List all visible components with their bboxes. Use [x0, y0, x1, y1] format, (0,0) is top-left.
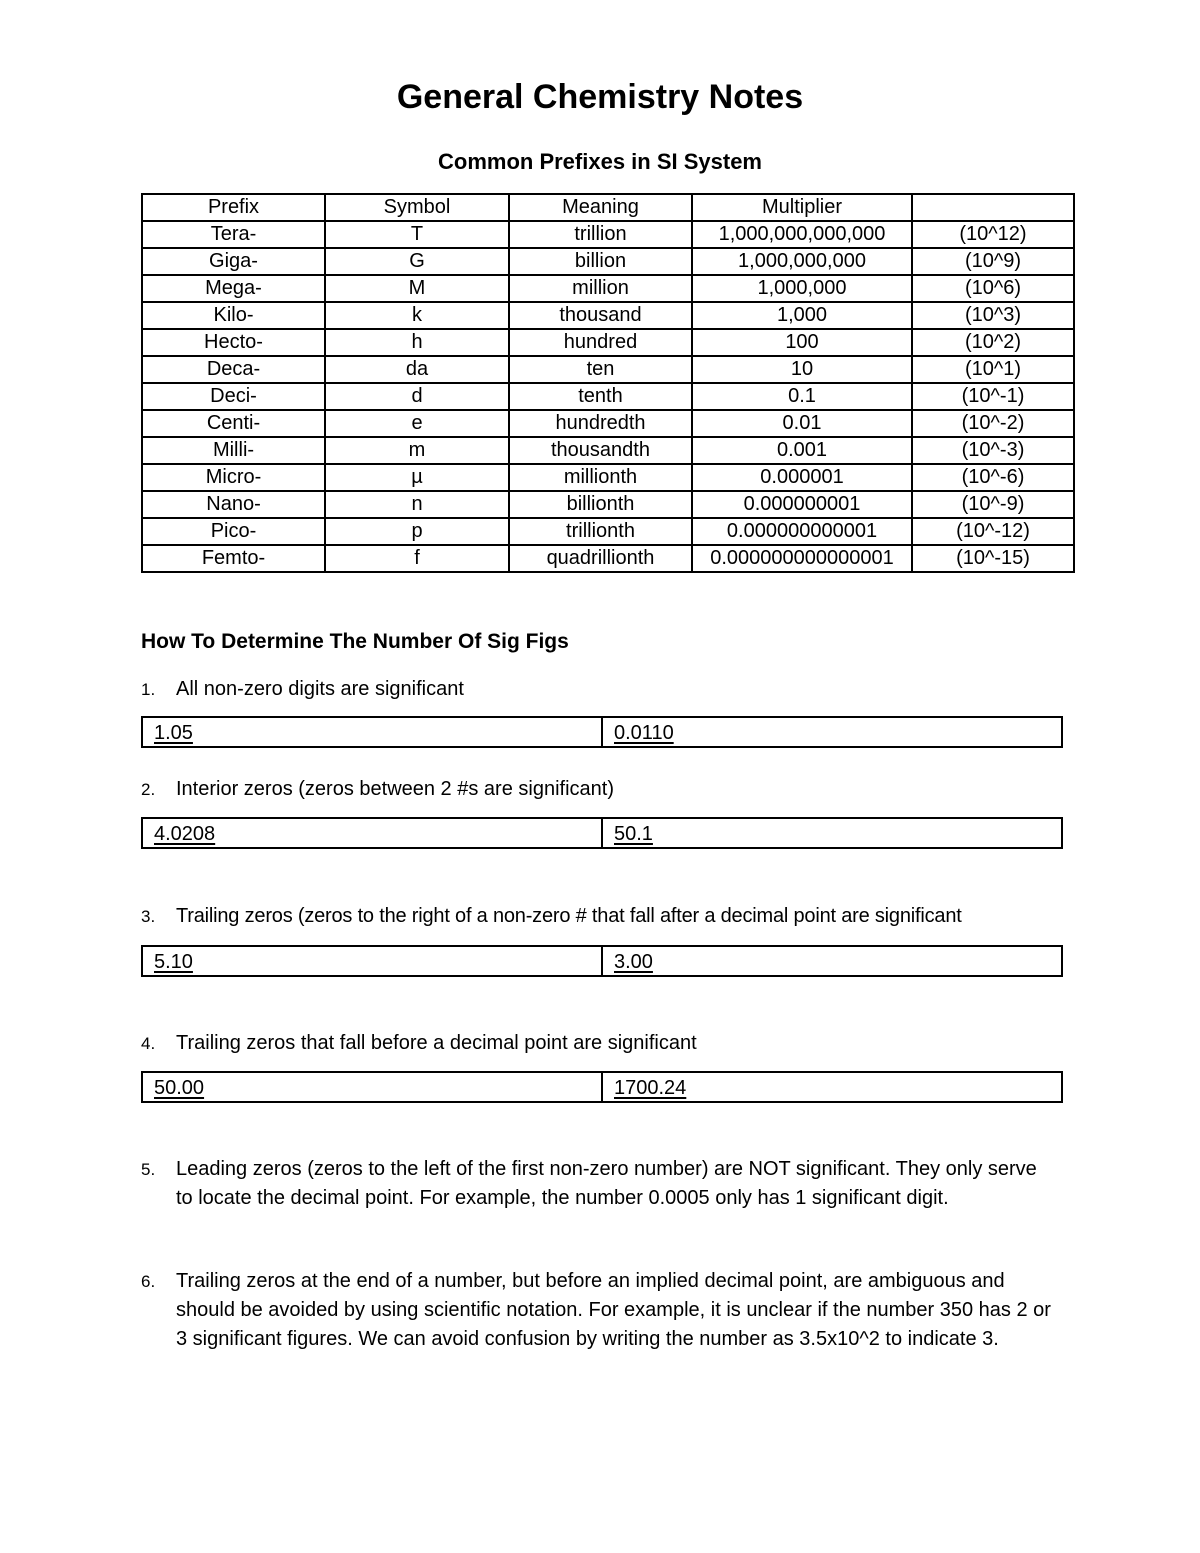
header-power	[912, 194, 1074, 221]
header-prefix: Prefix	[142, 194, 325, 221]
cell-prefix: Mega-	[142, 275, 325, 302]
cell-power: (10^-3)	[912, 437, 1074, 464]
cell-prefix: Tera-	[142, 221, 325, 248]
cell-power: (10^2)	[912, 329, 1074, 356]
table-row	[142, 221, 1074, 248]
cell-multiplier: 100	[692, 329, 912, 356]
rule-item	[141, 1155, 1071, 1245]
cell-meaning: hundred	[509, 329, 692, 356]
cell-prefix: Giga-	[142, 248, 325, 275]
example-box	[141, 945, 1063, 977]
rule-text: Leading zeros (zeros to the left of the first non-zero number) are NOT significant. They only serve to locate the decimal point. For example, the number 0.0005 only has 1 significant digit.	[176, 1158, 1037, 1209]
table-row	[142, 356, 1074, 383]
cell-meaning: thousand	[509, 302, 692, 329]
example-right: 50.1	[614, 823, 653, 845]
cell-symbol: n	[325, 491, 509, 518]
cell-meaning: trillion	[509, 221, 692, 248]
rule-item	[141, 1267, 1071, 1387]
header-symbol: Symbol	[325, 194, 509, 221]
cell-power: (10^-15)	[912, 545, 1074, 572]
rule-number: 1.	[141, 680, 156, 699]
cell-meaning: ten	[509, 356, 692, 383]
cell-multiplier: 0.000000000000001	[692, 545, 912, 572]
cell-power: (10^-9)	[912, 491, 1074, 518]
cell-symbol: T	[325, 221, 509, 248]
rule-number: 5.	[141, 1160, 156, 1179]
rule-text: Trailing zeros (zeros to the right of a non-zero # that fall after a decimal point are significant	[176, 905, 962, 927]
cell-power: (10^-12)	[912, 518, 1074, 545]
rule-number: 3.	[141, 907, 156, 926]
cell-symbol: M	[325, 275, 509, 302]
cell-multiplier: 1,000	[692, 302, 912, 329]
header-meaning: Meaning	[509, 194, 692, 221]
cell-multiplier: 10	[692, 356, 912, 383]
cell-meaning: millionth	[509, 464, 692, 491]
table-row	[142, 410, 1074, 437]
rule-number: 2.	[141, 780, 156, 799]
cell-meaning: thousandth	[509, 437, 692, 464]
cell-prefix: Deci-	[142, 383, 325, 410]
cell-symbol: k	[325, 302, 509, 329]
cell-power: (10^-6)	[912, 464, 1074, 491]
cell-meaning: hundredth	[509, 410, 692, 437]
cell-multiplier: 1,000,000,000,000	[692, 221, 912, 248]
rule-text: Trailing zeros that fall before a decimal point are significant	[176, 1032, 697, 1054]
example-left: 5.10	[143, 947, 603, 975]
cell-multiplier: 0.001	[692, 437, 912, 464]
cell-power: (10^6)	[912, 275, 1074, 302]
cell-symbol: µ	[325, 464, 509, 491]
cell-power: (10^9)	[912, 248, 1074, 275]
cell-prefix: Centi-	[142, 410, 325, 437]
rule-number: 4.	[141, 1034, 156, 1053]
rule-item	[141, 775, 1071, 804]
example-right: 0.0110	[614, 722, 674, 744]
cell-power: (10^-1)	[912, 383, 1074, 410]
prefix-table-title: Common Prefixes in SI System	[438, 149, 762, 174]
example-left: 4.0208	[143, 819, 603, 847]
cell-symbol: m	[325, 437, 509, 464]
cell-prefix: Hecto-	[142, 329, 325, 356]
prefix-table	[141, 193, 1075, 573]
cell-meaning: million	[509, 275, 692, 302]
example-right: 3.00	[614, 951, 653, 973]
table-row	[142, 383, 1074, 410]
table-row	[142, 545, 1074, 572]
cell-meaning: tenth	[509, 383, 692, 410]
table-header-row	[142, 194, 1074, 221]
example-left: 1.05	[143, 718, 603, 746]
cell-multiplier: 0.000001	[692, 464, 912, 491]
cell-multiplier: 0.000000000001	[692, 518, 912, 545]
cell-prefix: Pico-	[142, 518, 325, 545]
example-box	[141, 1071, 1063, 1103]
cell-power: (10^-2)	[912, 410, 1074, 437]
header-multiplier: Multiplier	[692, 194, 912, 221]
rule-text: Interior zeros (zeros between 2 #s are significant)	[176, 778, 614, 800]
table-row	[142, 329, 1074, 356]
cell-symbol: p	[325, 518, 509, 545]
table-row	[142, 275, 1074, 302]
cell-symbol: f	[325, 545, 509, 572]
rule-number: 6.	[141, 1272, 156, 1291]
table-row	[142, 491, 1074, 518]
cell-multiplier: 1,000,000	[692, 275, 912, 302]
cell-meaning: quadrillionth	[509, 545, 692, 572]
table-row	[142, 437, 1074, 464]
cell-multiplier: 0.000000001	[692, 491, 912, 518]
example-box	[141, 716, 1063, 748]
cell-symbol: e	[325, 410, 509, 437]
cell-power: (10^1)	[912, 356, 1074, 383]
cell-multiplier: 0.1	[692, 383, 912, 410]
example-box	[141, 817, 1063, 849]
cell-prefix: Micro-	[142, 464, 325, 491]
table-row	[142, 464, 1074, 491]
cell-meaning: trillionth	[509, 518, 692, 545]
example-right: 1700.24	[614, 1077, 687, 1099]
sig-figs-heading: How To Determine The Number Of Sig Figs	[141, 630, 569, 653]
table-row	[142, 248, 1074, 275]
cell-symbol: da	[325, 356, 509, 383]
cell-power: (10^12)	[912, 221, 1074, 248]
cell-symbol: h	[325, 329, 509, 356]
cell-multiplier: 1,000,000,000	[692, 248, 912, 275]
cell-power: (10^3)	[912, 302, 1074, 329]
table-row	[142, 302, 1074, 329]
rule-item	[141, 1029, 1071, 1058]
cell-meaning: billion	[509, 248, 692, 275]
rule-item	[141, 675, 1071, 704]
cell-prefix: Nano-	[142, 491, 325, 518]
cell-multiplier: 0.01	[692, 410, 912, 437]
cell-meaning: billionth	[509, 491, 692, 518]
table-row	[142, 518, 1074, 545]
example-left: 50.00	[143, 1073, 603, 1101]
cell-prefix: Femto-	[142, 545, 325, 572]
cell-prefix: Deca-	[142, 356, 325, 383]
rule-text: Trailing zeros at the end of a number, but before an implied decimal point, are ambiguous and should be avoided by using scientific notation. For example, it is unclear if the number 350 has 2 or 3 significant figures. We can avoid confusion by writing the number as 3.5x10^2 to indicate 3.	[176, 1270, 1051, 1350]
page-title: General Chemistry Notes	[396, 78, 804, 116]
rule-text: All non-zero digits are significant	[176, 678, 464, 700]
cell-prefix: Kilo-	[142, 302, 325, 329]
cell-symbol: d	[325, 383, 509, 410]
cell-symbol: G	[325, 248, 509, 275]
rule-item	[141, 902, 1101, 931]
cell-prefix: Milli-	[142, 437, 325, 464]
